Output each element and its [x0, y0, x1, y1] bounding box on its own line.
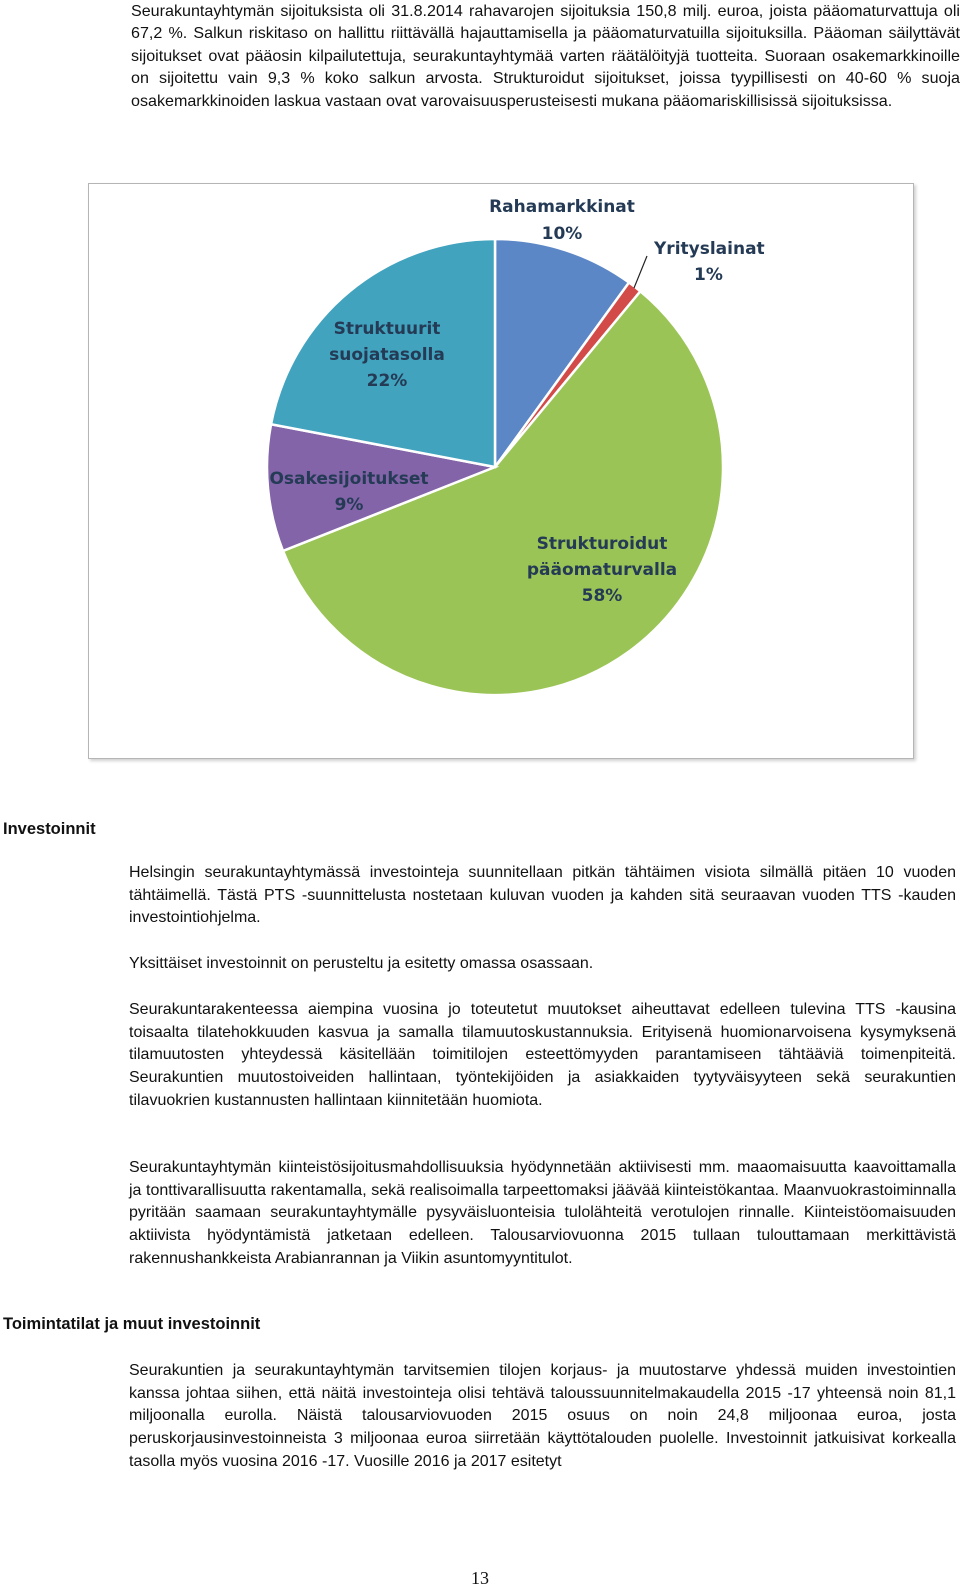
slice-name-label: suojatasolla	[329, 345, 445, 365]
slice-name-label: Osakesijoitukset	[269, 469, 429, 489]
slice-name-label: Strukturoidut	[536, 534, 668, 554]
slice-name-label: Rahamarkkinat	[489, 197, 635, 217]
section-heading-investoinnit: Investoinnit	[3, 820, 96, 838]
slice-value-label: 1%	[694, 265, 723, 285]
slice-value-label: 10%	[541, 224, 583, 244]
slice-name-label: pääomaturvalla	[526, 560, 678, 580]
paragraph-investoinnit-4: Seurakuntayhtymän kiinteistösijoitusmahdollisuuksia hyödynnetään aktiivisesti mm. maaomaisuutta kaavoittamalla ja tonttivarallisuutta rakentamalla, sekä realisoimalla tarpeettomaksi jäävää kiinteistökantaa. Maanvuokrastoiminnalla pyritään saamaan seurakuntayhtymälle pysyväisluonteisia tulolähteitä verotulojen rinnalle. Kiinteistöomaisuuden aktiivista hyödyntämistä jatketaan edelleen. Talousarviovuonna 2015 tullaan tulouttamaan merkittävistä rakennushankkeista Arabianrannan ja Viikin asuntomyyntitulot.	[129, 1159, 956, 1267]
leader-line	[634, 256, 647, 288]
slice-value-label: 58%	[581, 586, 623, 606]
slice-value-label: 22%	[366, 371, 408, 391]
pie-chart	[88, 183, 914, 759]
pie-chart-svg	[89, 184, 915, 760]
paragraph-investoinnit-2: Yksittäiset investoinnit on perusteltu ja esitetty omassa osassaan.	[129, 955, 594, 972]
paragraph-investoinnit-1: Helsingin seurakuntayhtymässä investointeja suunnitellaan pitkän tähtäimen visiota silmällä pitäen 10 vuoden tähtäimellä. Tästä PTS -suunnittelusta nostetaan kuluvan vuoden ja kahden sitä seuraavan vuoden TTS -kauden investointiohjelma.	[129, 864, 956, 927]
paragraph-investoinnit-3: Seurakuntarakenteessa aiempina vuosina jo toteutetut muutokset aiheuttavat edelleen tulevina TTS -kausina toisaalta tilatehokkuuden kasvua ja samalla tilamuutoskustannuksia. Erityisenä huomionarvoisena kysymyksenä tilamuutosten yhteydessä käsitellään toimitilojen esteettömyyden parantamiseen tähtääviä toimenpiteitä. Seurakuntien muutostoiveiden hallintaan, työntekijöiden ja asiakkaiden tyytyväisyyteen sekä seurakuntien tilavuokrien kustannusten hallintaan kiinnitetään huomiota.	[129, 1001, 956, 1109]
page-number: 13	[471, 1568, 489, 1588]
paragraph-toimintatilat-1: Seurakuntien ja seurakuntayhtymän tarvitsemien tilojen korjaus- ja muutostarve yhdessä muiden investointien kanssa johtaa siihen, että näitä investointeja olisi tehtävä taloussuunnitelmakaudella 2015 -17 yhteensä noin 81,1 miljoonalla eurolla. Näistä talousarviovuoden 2015 osuus on noin 24,8 miljoonaa euroa, josta peruskorjausinvestoinneista 3 miljoonaa euroa siirretään käyttötalouden puolelle. Investoinnit jatkuisivat korkealla tasolla myös vuosina 2016 -17. Vuosille 2016 ja 2017 esitetyt	[129, 1362, 956, 1470]
section-heading-toimintatilat: Toimintatilat ja muut investoinnit	[3, 1315, 261, 1333]
slice-value-label: 9%	[334, 495, 364, 515]
slice-name-label: Yrityslainat	[654, 239, 765, 259]
intro-paragraph: Seurakuntayhtymän sijoituksista oli 31.8.2014 rahavarojen sijoituksia 150,8 milj. euroa, joista pääomaturvattuja oli 67,2 %. Salkun riskitaso on hallittu riittävällä hajauttamisella ja pääomaturvatuilla sijoituksilla. Pääoman säilyttävät sijoitukset ovat pääosin kilpailutettuja, seurakuntayhtymää varten räätälöityjä tuotteita. Suoraan osakemarkkinoille on sijoitettu vain 9,3 % koko salkun arvosta. Strukturoidut sijoitukset, joissa tyypillisesti on 40-60 % suoja osakemarkkinoiden laskua vastaan ovat varovaisuusperusteisesti mukana pääomariskillisissä sijoituksissa.	[131, 2, 960, 110]
slice-name-label: Struktuurit	[333, 319, 441, 339]
